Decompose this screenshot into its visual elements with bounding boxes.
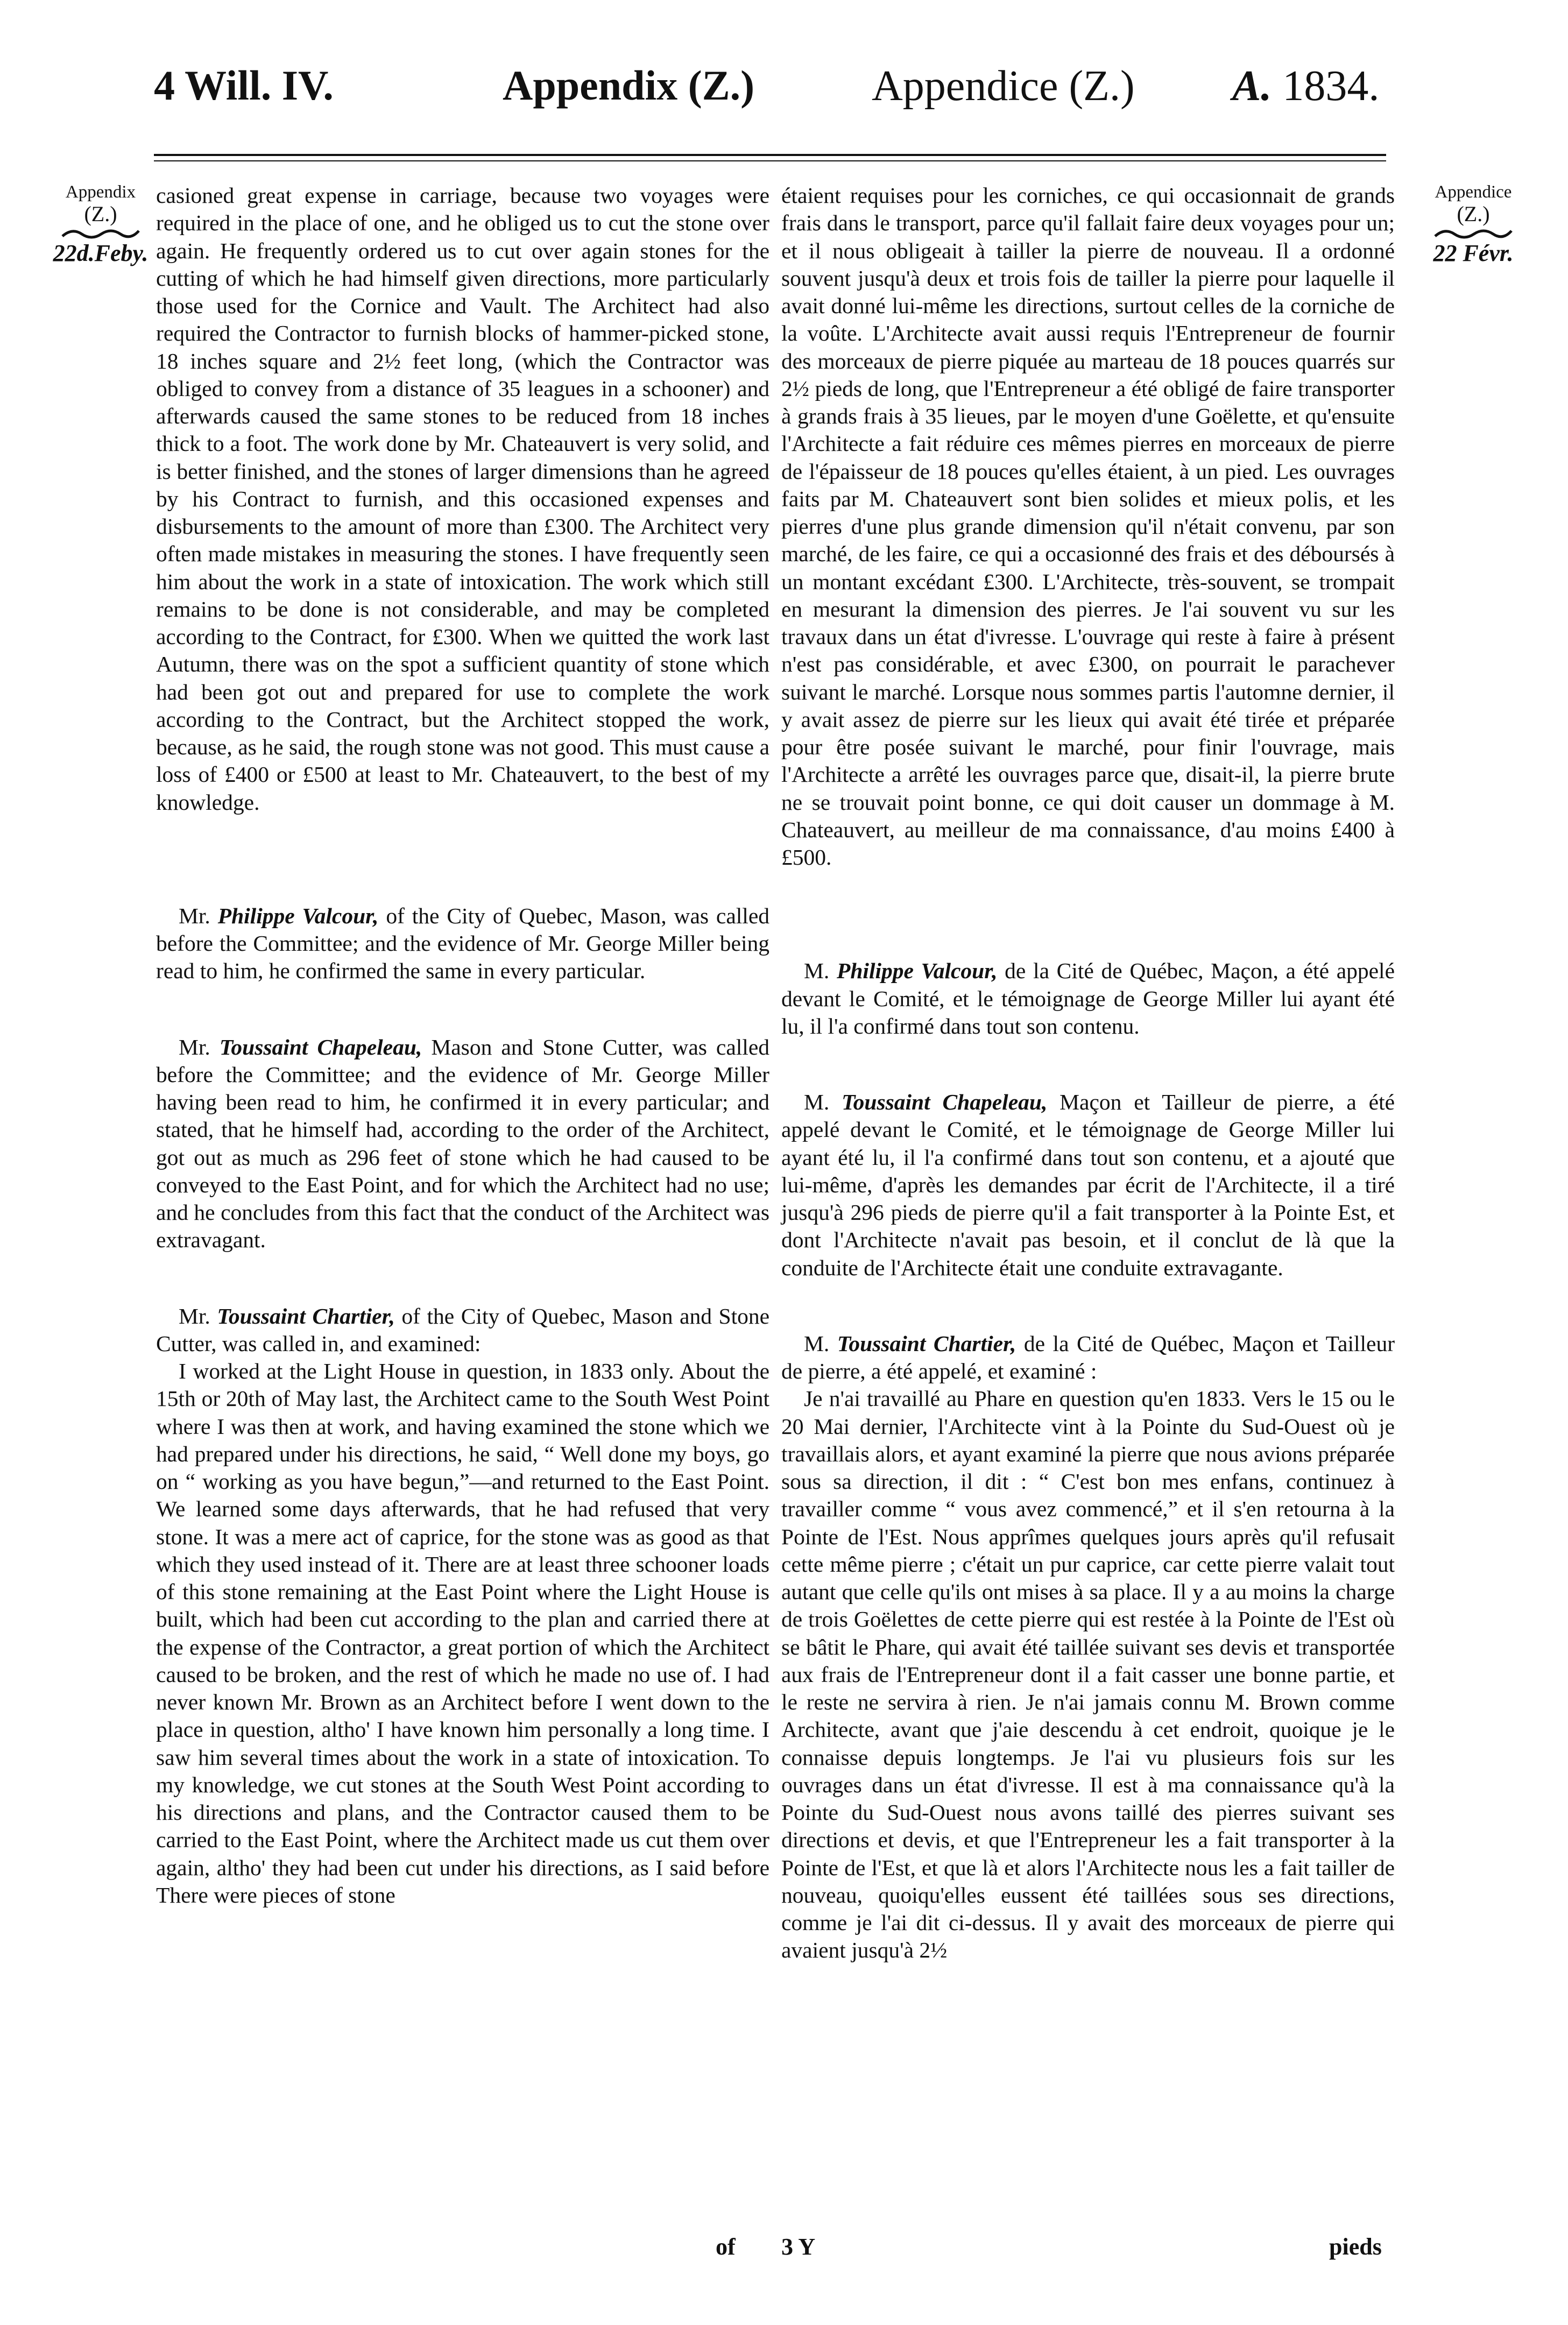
- catchword-french: pieds: [1329, 2234, 1382, 2260]
- witness-name: Philippe Valcour,: [217, 903, 379, 928]
- header-year-value: 1834.: [1282, 62, 1380, 110]
- margin-note-right: [1409, 183, 1538, 266]
- margin-right-letter: (Z.): [1457, 201, 1490, 226]
- witness-name: Toussaint Chapeleau,: [219, 1034, 422, 1059]
- margin-left-letter: (Z.): [84, 201, 117, 226]
- header-appendix-french: Appendice (Z.): [872, 62, 1135, 110]
- witness-name: Toussaint Chartier,: [837, 1331, 1016, 1356]
- english-paragraph-1: casioned great expense in carriage, because two voyages were required in the place of one, and he obliged us to cut the stone over again. He frequently ordered us to cut over again stones for the cutting of which he had himself given directions, more particularly those used for the Cornice and Vault. The Architect had also required the Contractor to furnish blocks of hammer-picked stone, 18 inches square and 2½ feet long, (which the Contractor was obliged to convey from a distance of 35 leagues in a schooner) and afterwards caused the same stones to be reduced from 18 inches thick to a foot. The work done by Mr. Chateauvert is very solid, and is better finished, and the stones of larger dimensions than he agreed by his Contract to furnish, and this occasioned expenses and disbursements to the amount of more than £300. The Architect very often made mistakes in measuring the stones. I have frequently seen him about the work in a state of intoxication. The work which still remains to be done is not considerable, and may be completed according to the Contract, for £300. When we quitted the work last Autumn, there was on the spot a sufficient quantity of stone which had been got out and prepared for use to complete the work according to the Contract, but the Architect stopped the work, because, as he said, the rough stone was not good. This must cause a loss of £400 or £500 at least to Mr. Chateauvert, to the best of my knowledge.: [156, 183, 769, 815]
- french-paragraph-1: étaient requises pour les corniches, ce qui occasionnait de grands frais dans le transport, parce qu'il fallait faire deux voyages pour un; et il nous obligeait à tailler la pierre de nouveau. Il a ordonné souvent jusqu'à deux et trois fois de tailler la pierre pour laquelle il avait donné lui-même les directions, surtout celles de la corniche de la voûte. L'Architecte avait aussi requis l'Entrepreneur de fournir des morceaux de pierre piquée au marteau de 18 pouces quarrés sur 2½ pieds de long, que l'Entrepreneur a été obligé de faire transporter à grands frais à 35 lieues, par le moyen d'une Goëlette, et qu'ensuite l'Architecte a fait réduire ces mêmes pierres en morceaux de pierre de l'épaisseur de 18 pouces qu'elles étaient, à un pied. Les ouvrages faits par M. Chateauvert sont bien solides et mieux polis, et les pierres d'une plus grande dimension qu'il n'était convenu, par son marché, de les faire, ce qui a occasionné des frais et des déboursés à un montant excédant £300. L'Architecte, très-souvent, se trompait en mesurant la dimension des pierres. Je l'ai souvent vu sur les travaux dans un état d'ivresse. L'ouvrage qui reste à faire à présent n'est pas considérable, et avec £300, on pourrait le parachever suivant le marché. Lorsque nous sommes partis l'automne dernier, il y avait assez de pierre sur les lieux qui avait été tirée et préparée pour être posée suivant le marché, pour finir l'ouvrage, mais l'Architecte a arrêté les ouvrages parce que, disait-il, la pierre brute ne se trouvait point bonne, ce qui doit causer un dommage à M. Chateauvert, au meilleur de ma connaissance, d'au moins £400 à £500.: [781, 183, 1395, 870]
- header-reign: 4 Will. IV.: [154, 62, 334, 109]
- english-column: [156, 182, 769, 1909]
- catchword-english: of: [716, 2234, 736, 2260]
- french-paragraph-valcour: M. Philippe Valcour, de la Cité de Québec, Maçon, a été appelé devant le Comité, et le témoignage de George Miller lui ayant été lu, il l'a confirmé dans tout son contenu.: [781, 958, 1395, 1038]
- english-paragraph-valcour: Mr. Philippe Valcour, of the City of Quebec, Mason, was called before the Committee; and the evidence of Mr. George Miller being read to him, he confirmed the same in every particular.: [156, 903, 769, 984]
- header-appendix-english: Appendix (Z.): [503, 62, 755, 109]
- margin-left-appendix: Appendix: [65, 182, 136, 202]
- header-year: [1232, 62, 1380, 110]
- french-column: [781, 182, 1395, 1964]
- witness-name: Philippe Valcour,: [836, 958, 998, 984]
- witness-name: Toussaint Chapeleau,: [842, 1090, 1048, 1114]
- margin-left-date: 22d.Feby.: [53, 239, 149, 266]
- english-paragraph-chapeleau: Mr. Toussaint Chapeleau, Mason and Stone Cutter, was called before the Committee; and the evidence of Mr. George Miller having been read to him, he confirmed it in every particular; and stated, that he himself had, according to the order of the Architect, got out as much as 296 feet of stone which he had caused to be conveyed to the East Point, and for which the Architect had no use; and he concludes from this fact that the conduct of the Architect was extravagant.: [156, 1034, 770, 1253]
- margin-note-left: [50, 183, 152, 266]
- header-year-prefix: A.: [1232, 62, 1272, 110]
- french-paragraph-chapeleau: M. Toussaint Chapeleau, Maçon et Tailleur de pierre, a été appelé devant le Comité, et le témoignage de George Miller lui ayant été lu, il l'a confirmé dans tout son contenu, et a ajouté que lui-même, d'après les demandes par écrit de l'Architecte, il a tiré jusqu'à 296 pieds de pierre qu'il a fait transporter à la Pointe Est, et dont l'Architecte n'avait pas besoin, et il conclut de là que la conduite de l'Architecte était une conduite extravagante.: [781, 1090, 1395, 1280]
- english-paragraph-chartier: Mr. Toussaint Chartier, of the City of Quebec, Mason and Stone Cutter, was called in, and examined:: [156, 1303, 770, 1356]
- margin-right-appendice: Appendice: [1435, 182, 1512, 202]
- french-paragraph-testimony: Je n'ai travaillé au Phare en question qu'en 1833. Vers le 15 ou le 20 Mai dernier, l'Architecte vint à la Pointe du Sud-Ouest où je travaillais alors, et ayant examiné la pierre que nous avions préparée sous sa direction, il dit : “ C'est bon mes enfans, continuez à travailler comme “ vous avez commencé,” et il s'en retourna à la Pointe de l'Est. Nous apprîmes quelques jours après qu'il refusait cette même pierre ; c'était un pur caprice, car cette pierre valait tout autant que celle qu'ils ont mises à sa place. Il y a au moins la charge de trois Goëlettes de cette pierre qui est restée à la Pointe de l'Est où se bâtit le Phare, qui avait été taillée suivant ses devis et transportée aux frais de l'Entrepreneur dont il a fait casser une bonne partie, et le reste ne servira à rien. Je n'ai jamais connu M. Brown comme Architecte, avant que j'aie descendu à cet endroit, quoique je le connaisse depuis longtemps. Je l'ai vu plusieurs fois sur les ouvrages dans un état d'ivresse. Il est à ma connaissance qu'à la Pointe du Sud-Ouest nous avons taillé des pierres suivant ses directions et devis, et que l'Entrepreneur les a fait transporter à la Pointe de l'Est, et que là et alors l'Architecte nous les a fait tailler de nouveau, quoiqu'elles eussent été taillées sous ses directions, comme je l'ai dit ci-dessus. Il y avait des morceaux de pierre qui avaient jusqu'à 2½: [781, 1386, 1395, 1963]
- english-paragraph-testimony: I worked at the Light House in question, in 1833 only. About the 15th or 20th of May last, the Architect came to the South West Point where I was then at work, and having examined the stone which we had prepared under his directions, he said, “ Well done my boys, go on “ working as you have begun,”—and returned to the East Point. We learned some days afterwards, that he had refused that very stone. It was a mere act of caprice, for the stone was as good as that which they used instead of it. There are at least three schooner loads of this stone remaining at the East Point where the Light House is built, which had been cut according to the plan and carried there at the expense of the Contractor, a great portion of which the Architect caused to be broken, and the rest of which he made no use of. I had never known Mr. Brown as an Architect before I went down to the place in question, altho' I have known him personally a long time. I saw him several times about the work in a state of intoxication. To my knowledge, we cut stones at the South West Point according to his directions and plans, and the Contractor caused them to be carried to the East Point, where the Architect made us cut them over again, altho' they had been cut under his directions, as I said before There were pieces of stone: [156, 1359, 769, 1907]
- header-rule-thick: [154, 154, 1386, 156]
- margin-right-date: 22 Févr.: [1433, 239, 1514, 266]
- witness-name: Toussaint Chartier,: [217, 1303, 395, 1328]
- signature-mark: 3 Y: [781, 2234, 816, 2260]
- french-paragraph-chartier: M. Toussaint Chartier, de la Cité de Québec, Maçon et Tailleur de pierre, a été appelé, et examiné :: [781, 1331, 1395, 1383]
- header-rule-thin: [154, 160, 1386, 161]
- tilde-ornament-icon: [1433, 228, 1514, 239]
- tilde-ornament-icon: [60, 228, 141, 239]
